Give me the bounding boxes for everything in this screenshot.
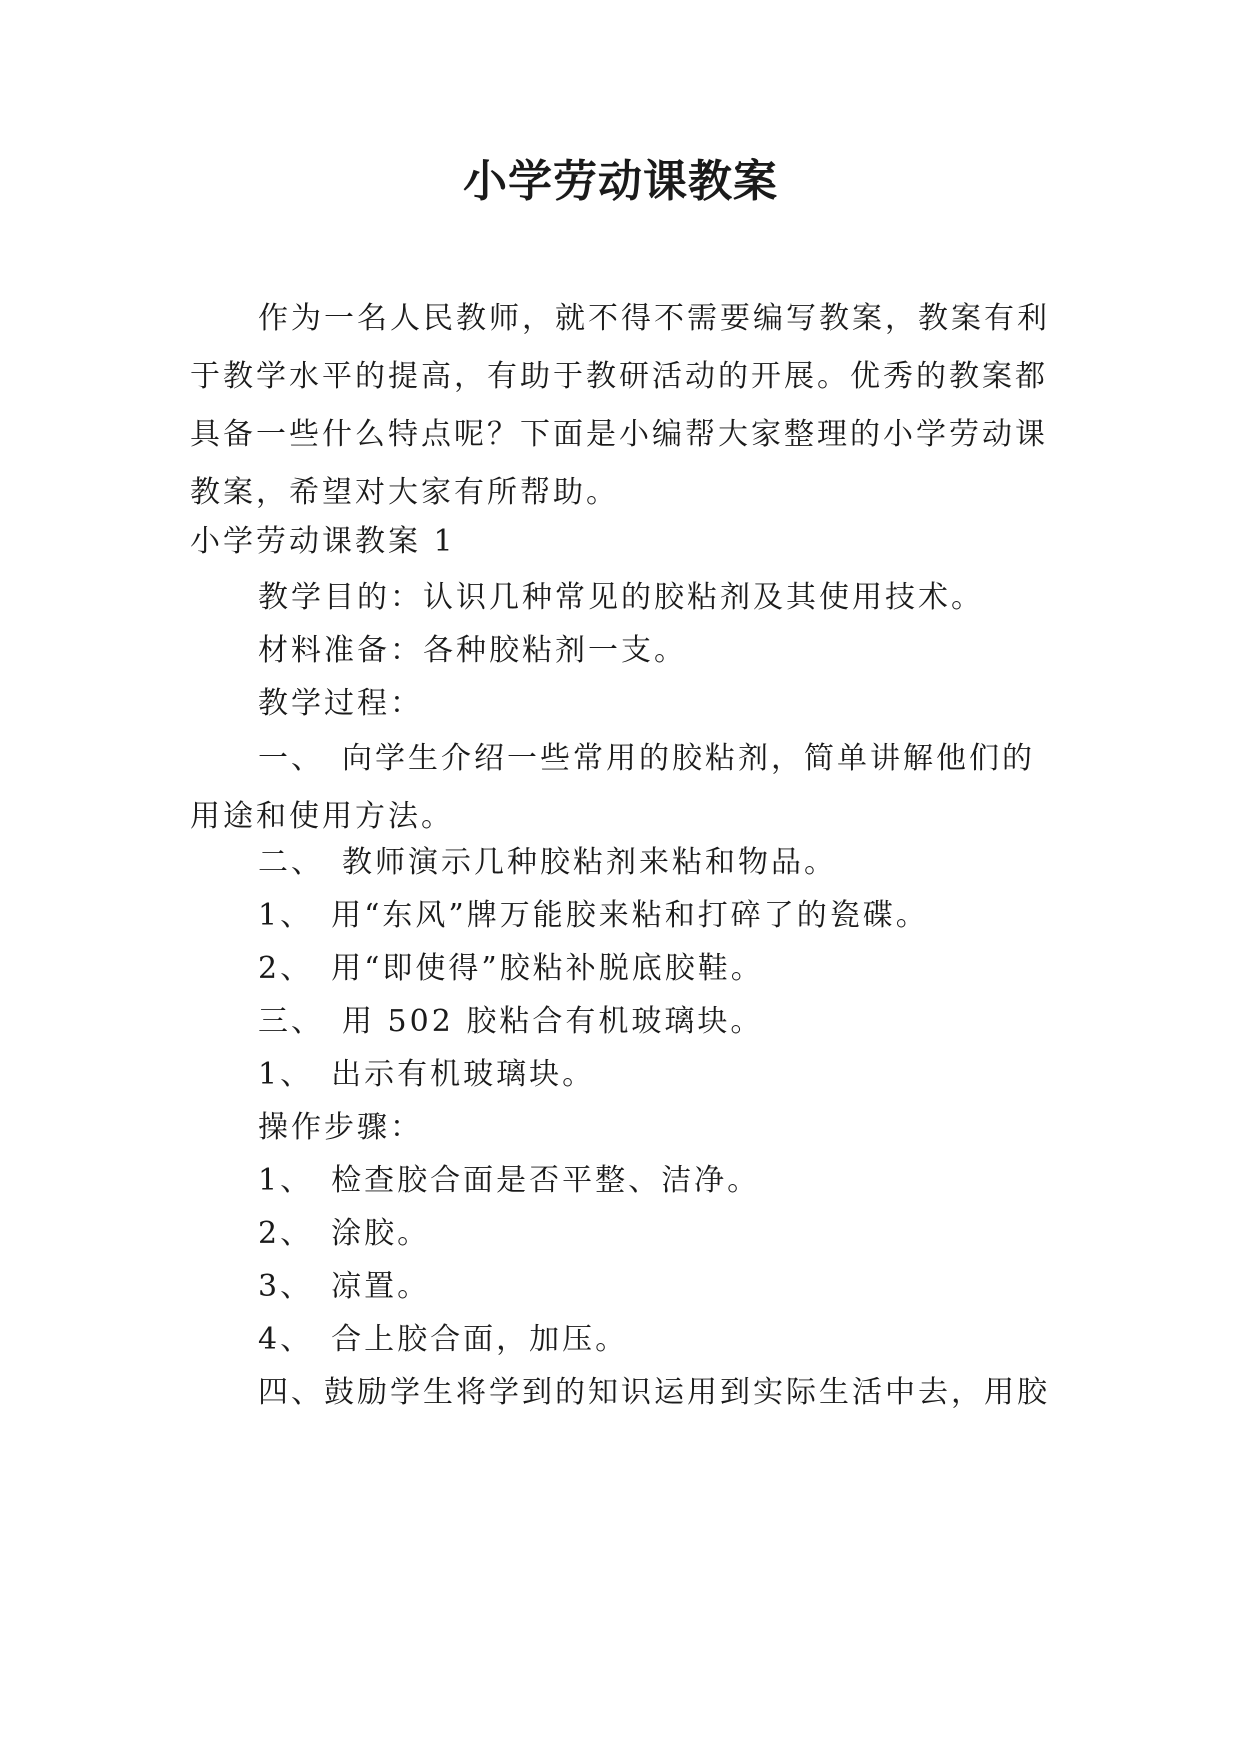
- text-line: 一、 向学生介绍一些常用的胶粘剂，简单讲解他们的用途和使用方法。: [190, 741, 1035, 834]
- text-line: 材料准备：各种胶粘剂一支。: [258, 633, 687, 668]
- text-line: 教学目的：认识几种常见的胶粘剂及其使用技术。: [258, 580, 984, 615]
- text-line: 2、 涂胶。: [258, 1216, 431, 1251]
- text-line: 操作步骤：: [258, 1110, 423, 1145]
- text-line: 1、 检查胶合面是否平整、洁净。: [258, 1163, 761, 1198]
- section-heading: 小学劳动课教案 1: [190, 524, 456, 559]
- text-line: 三、 用 502 胶粘合有机玻璃块。: [258, 1004, 764, 1039]
- text-line: 1、 用“东风”牌万能胶来粘和打碎了的瓷碟。: [258, 898, 929, 933]
- text-line: 4、 合上胶合面，加压。: [258, 1322, 629, 1357]
- text-line: 2、 用“即使得”胶粘补脱底胶鞋。: [258, 951, 764, 986]
- text-line: 二、 教师演示几种胶粘剂来粘和物品。: [258, 845, 837, 880]
- intro-paragraph: 作为一名人民教师，就不得不需要编写教案，教案有利于教学水平的提高，有助于教研活动的开展。优秀的教案都具备一些什么特点呢？下面是小编帮大家整理的小学劳动课教案，希望对大家有所帮助。: [190, 301, 1050, 510]
- document-title: 小学劳动课教案: [463, 156, 778, 207]
- text-line: 教学过程：: [258, 686, 423, 721]
- text-line: 3、 凉置。: [258, 1269, 431, 1304]
- text-line: 1、 出示有机玻璃块。: [258, 1057, 596, 1092]
- text-line: 四、鼓励学生将学到的知识运用到实际生活中去，用胶: [258, 1375, 1050, 1410]
